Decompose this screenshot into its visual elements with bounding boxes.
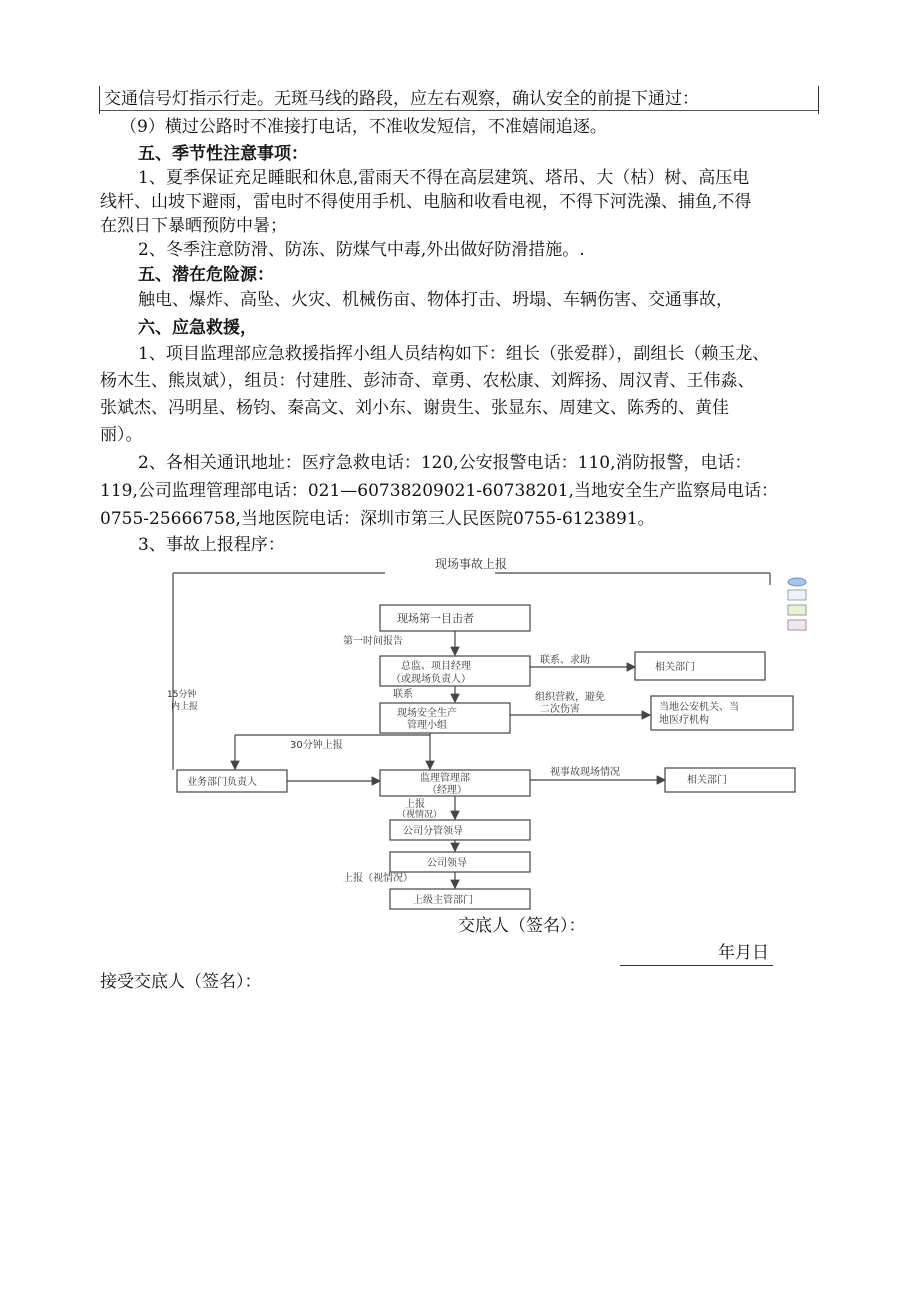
edge-label: 联系 bbox=[393, 689, 413, 700]
node-label: 地医疗机构 bbox=[659, 715, 709, 726]
date-underline bbox=[620, 965, 773, 966]
text-line: 1、夏季保证充足睡眠和休息,雷雨天不得在高层建筑、塔吊、大（枯）树、高压电 bbox=[138, 168, 750, 188]
edge-label: 上报（视情况） bbox=[343, 873, 413, 884]
text-line: 张斌杰、冯明星、杨钧、秦高文、刘小东、谢贵生、张显东、周建文、陈秀的、黄佳 bbox=[100, 398, 729, 418]
node-label: 上级主管部门 bbox=[413, 895, 473, 906]
text-line: 线杆、山坡下避雨，雷电时不得使用手机、电脑和收看电视，不得下河洗澡、捕鱼,不得 bbox=[100, 192, 752, 212]
edge-label: 第一时间报告 bbox=[343, 636, 403, 647]
text-line: 在烈日下暴晒预防中暑； bbox=[100, 216, 287, 236]
toolbar-box-icon bbox=[788, 590, 806, 600]
node-related-dept-2 bbox=[665, 768, 795, 792]
text-line: 杨木生、熊岚斌），组员：付建胜、彭沛奇、章勇、农松康、刘辉扬、周汉青、王伟淼、 bbox=[100, 371, 755, 391]
accident-report-flowchart bbox=[165, 555, 825, 915]
edge-label: 二次伤害 bbox=[540, 704, 580, 715]
node-label: 公司领导 bbox=[427, 858, 467, 869]
edge-label: 视事故现场情况 bbox=[550, 767, 620, 778]
node-label: 管理小组 bbox=[407, 720, 447, 731]
text-line: 触电、爆炸、高坠、火灾、机械伤亩、物体打击、坍塌、车辆伤害、交通事故， bbox=[138, 290, 733, 310]
toolbar-diamond-icon bbox=[788, 605, 806, 615]
node-label: 现场第一目击者 bbox=[397, 612, 474, 625]
node-label: 总监、项目经理 bbox=[401, 661, 471, 672]
toolbar-note-icon bbox=[788, 620, 806, 630]
toolbar-ellipse-icon bbox=[788, 578, 806, 586]
section-heading: 六、应急救援， bbox=[138, 318, 257, 338]
edge-label: 15分钟 bbox=[167, 690, 197, 700]
signature-date: 年月日 bbox=[718, 943, 769, 963]
table-border-right bbox=[818, 86, 819, 114]
text-line: 3、事故上报程序： bbox=[138, 535, 285, 555]
node-label: 现场安全生产 bbox=[397, 708, 457, 719]
text-line: 1、项目监理部应急救援指挥小组人员结构如下：组长（张爱群），副组长（赖玉龙、 bbox=[138, 344, 770, 364]
edge-label: 联系、求助 bbox=[540, 655, 590, 666]
node-label: 相关部门 bbox=[687, 775, 727, 786]
node-label: 监理管理部 bbox=[420, 773, 470, 784]
receiver-signature-label: 接受交底人（签名）： bbox=[100, 972, 262, 992]
edge-label: （视情况） bbox=[397, 810, 443, 820]
section-heading: 五、季节性注意事项： bbox=[138, 144, 308, 164]
text-line: 交通信号灯指示行走。无斑马线的路段，应左右观察，确认安全的前提下通过： bbox=[104, 89, 699, 109]
text-line: 0755-25666758,当地医院电话：深圳市第三人民医院0755-6123891。 bbox=[100, 509, 655, 529]
edge-label: 上报 bbox=[405, 799, 425, 810]
text-line: （9）横过公路时不准接打电话，不准收发短信，不准嬉闹追逐。 bbox=[120, 117, 607, 137]
node-label: 相关部门 bbox=[655, 662, 695, 673]
flowchart-title: 现场事故上报 bbox=[435, 557, 508, 571]
handover-signature-label: 交底人（签名）： bbox=[458, 916, 586, 936]
node-label: 当地公安机关、当 bbox=[659, 702, 739, 713]
edge-label: 组织营救，避免 bbox=[535, 692, 605, 703]
text-line: 丽）。 bbox=[100, 425, 143, 445]
edge-label: 30分钟上报 bbox=[290, 740, 343, 751]
node-label: （经理） bbox=[427, 785, 467, 796]
node-label: 公司分管领导 bbox=[403, 826, 463, 837]
text-line: 2、各相关通讯地址：医疗急救电话：120,公安报警电话：110,消防报警，电话： bbox=[138, 453, 752, 473]
text-line: 2、冬季注意防滑、防冻、防煤气中毒,外出做好防滑措施。. bbox=[138, 240, 585, 260]
text-line: 119,公司监理管理部电话：021—60738209021-60738201,当地安全生产监察局电话： bbox=[100, 481, 778, 501]
section-heading: 五、潜在危险源： bbox=[138, 265, 274, 285]
node-label: （或现场负责人） bbox=[391, 674, 471, 685]
node-label: 业务部门负责人 bbox=[187, 777, 257, 788]
edge-label: 内上报 bbox=[171, 702, 199, 712]
